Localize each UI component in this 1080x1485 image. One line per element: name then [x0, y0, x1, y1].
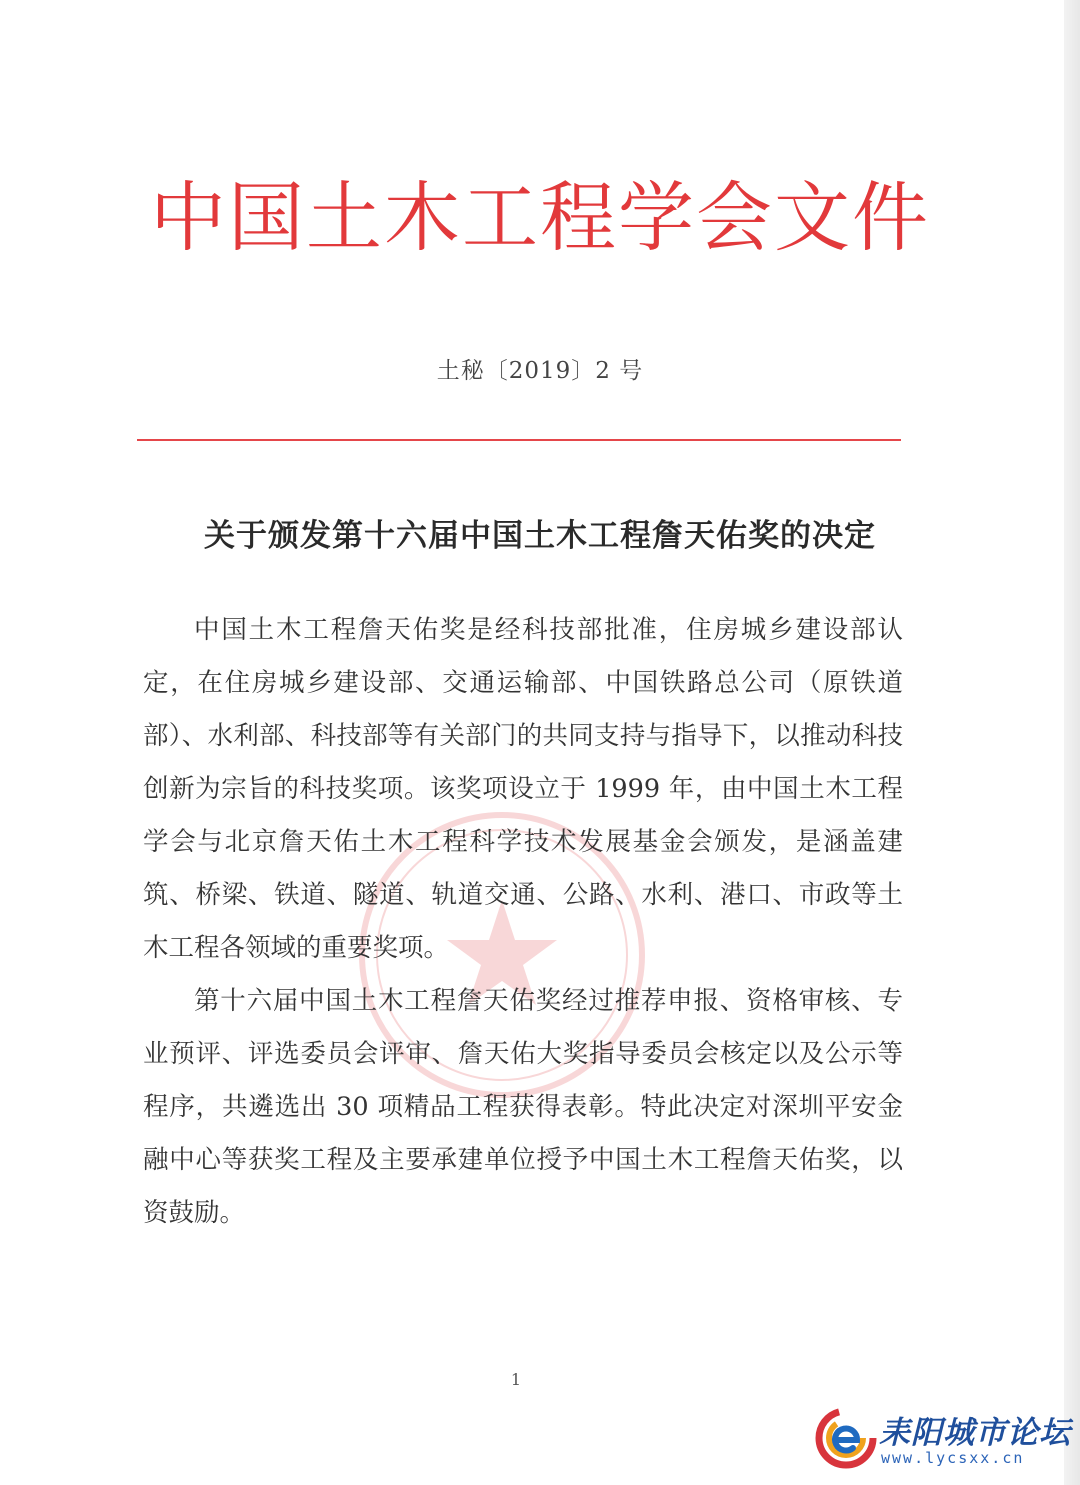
document-title: 关于颁发第十六届中国土木工程詹天佑奖的决定	[204, 518, 876, 554]
body-paragraph: 中国土木工程詹天佑奖是经科技部批准，住房城乡建设部认定，在住房城乡建设部、交通运输部、中国铁路总公司（原铁道部）、水利部、科技部等有关部门的共同支持与指导下，以推动科技创新为宗旨的科技奖项。该奖项设立于 1999 年，由中国土木工程学会与北京詹天佑土木工程科学技术发展基金会颁发，是涵盖建筑、桥梁、铁道、隧道、轨道交通、公路、水利、港口、市政等土木工程各领域的重要奖项。	[143, 615, 903, 963]
watermark-brand: 耒阳城市论坛	[879, 1415, 1071, 1451]
site-watermark	[815, 1405, 1071, 1475]
document-body	[143, 604, 903, 1240]
e-swirl-logo-icon	[815, 1407, 877, 1469]
page-number: 1	[510, 1370, 522, 1389]
header-divider	[137, 439, 901, 441]
watermark-url: www.lycsxx.cn	[881, 1449, 1025, 1467]
document-header-title: 中国土木工程学会文件	[150, 173, 930, 262]
document-number: 土秘〔2019〕2 号	[436, 358, 644, 384]
body-paragraph: 第十六届中国土木工程詹天佑奖经过推荐申报、资格审核、专业预评、评选委员会评审、詹天佑大奖指导委员会核定以及公示等程序，共遴选出 30 项精品工程获得表彰。特此决定对深圳平安金融中心等获奖工程及主要承建单位授予中国土木工程詹天佑奖，以资鼓励。	[143, 986, 903, 1228]
